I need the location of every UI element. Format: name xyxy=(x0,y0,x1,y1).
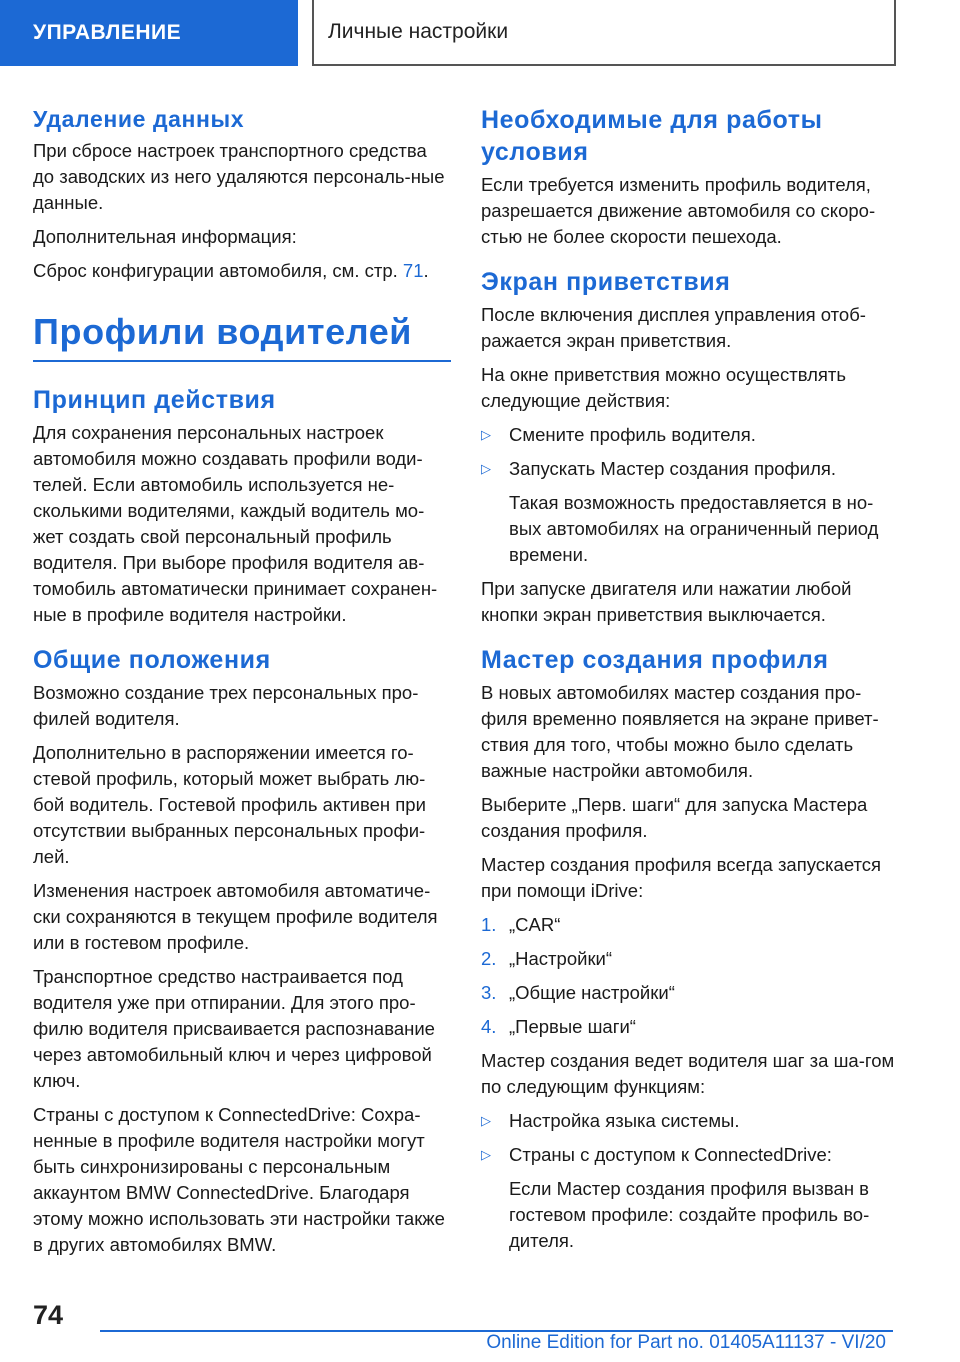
paragraph: На окне приветствия можно осуществлять следующие действия: xyxy=(481,364,847,411)
triangle-bullet-icon: ▷ xyxy=(481,461,491,476)
step-number: 2. xyxy=(481,948,497,969)
chapter-title-driver-profiles: Профили водителей xyxy=(33,310,451,362)
step-item xyxy=(481,1014,899,1040)
step-text: „Первые шаги“ xyxy=(509,1016,636,1037)
step-text: „Настройки“ xyxy=(509,948,613,969)
right-column xyxy=(481,100,899,1262)
section-title-data-deletion: Удаление данных xyxy=(33,106,245,132)
paragraph: Дополнительно в распоряжении имеется го-стевой профиль, который может выбрать лю-бой водитель. Гостевой профиль активен при отсутствии выбранных персональных профи-лей. xyxy=(33,742,426,867)
bullet-text: Страны с доступом к ConnectedDrive: xyxy=(509,1144,832,1165)
triangle-bullet-icon: ▷ xyxy=(481,1147,491,1162)
step-item xyxy=(481,980,899,1006)
bullet-text: Смените профиль водителя. xyxy=(509,424,756,445)
paragraph: При запуске двигателя или нажатии любой кнопки экран приветствия выключается. xyxy=(481,578,852,625)
page-number: 74 xyxy=(33,1300,64,1330)
step-number: 3. xyxy=(481,982,497,1003)
triangle-bullet-icon: ▷ xyxy=(481,1113,491,1128)
paragraph: При сбросе настроек транспортного средства до заводских из него удаляются персональ-ные данные. xyxy=(33,140,445,213)
bullet-item xyxy=(481,1142,899,1168)
triangle-bullet-icon: ▷ xyxy=(481,427,491,442)
step-text: „CAR“ xyxy=(509,914,561,935)
footer-edition: Online Edition for Part no. 01405A11137 - VI/20 xyxy=(486,1332,886,1353)
paragraph: Изменения настроек автомобиля автоматиче-ски сохраняются в текущем профиле водителя или в гостевом профиле. xyxy=(33,880,438,953)
text: . xyxy=(423,260,429,281)
section-header: УПРАВЛЕНИЕ xyxy=(0,0,298,66)
bullet-text: Настройка языка системы. xyxy=(509,1110,740,1131)
paragraph: Дополнительная информация: xyxy=(33,226,297,247)
bullet-item xyxy=(481,1108,899,1134)
step-item xyxy=(481,912,899,938)
bullet-text: Запускать Мастер создания профиля. xyxy=(509,458,837,479)
section-title-welcome-screen: Экран приветствия xyxy=(481,268,731,296)
bullet-note: Если Мастер создания профиля вызван в гостевом профиле: создайте профиль во-дителя. xyxy=(509,1178,870,1251)
section-title-profile-wizard: Мастер создания профиля xyxy=(481,646,829,674)
section-title-general: Общие положения xyxy=(33,646,271,674)
step-number: 1. xyxy=(481,914,497,935)
step-text: „Общие настройки“ xyxy=(509,982,675,1003)
paragraph: Мастер создания профиля всегда запускается при помощи iDrive: xyxy=(481,854,882,901)
chapter-header: Личные настройки xyxy=(312,0,896,66)
bullet-item xyxy=(481,422,899,448)
text: Сброс конфигурации автомобиля, см. стр. xyxy=(33,260,403,281)
left-column xyxy=(33,100,451,1266)
paragraph xyxy=(33,258,451,284)
paragraph: Выберите „Перв. шаги“ для запуска Мастера создания профиля. xyxy=(481,794,868,841)
paragraph: После включения дисплея управления отоб-ражается экран приветствия. xyxy=(481,304,866,351)
section-title-principle: Принцип действия xyxy=(33,386,276,414)
step-number: 4. xyxy=(481,1016,497,1037)
paragraph: Страны с доступом к ConnectedDrive: Сохра-ненные в профиле водителя настройки могут быть синхронизированы с персональным аккаунтом BMW ConnectedDrive. Благодаря этому можно использовать эти настройки также в других автомобилях BMW. xyxy=(33,1104,445,1255)
section-title-requirements: Необходимые для работы условия xyxy=(481,106,823,166)
bullet-note: Такая возможность предоставляется в но-вых автомобилях на ограниченный период времени. xyxy=(509,492,879,565)
paragraph: Для сохранения персональных настроек автомобиля можно создавать профили води-телей. Если автомобиль используется не-сколькими водителями, каждый водитель мо-жет создать свой персональный профиль водителя. При выборе профиля водителя ав-томобиль автоматически принимает сохранен-ные в профиле водителя настройки. xyxy=(33,422,438,625)
paragraph: Если требуется изменить профиль водителя, разрешается движение автомобиля со скоро-стью не более скорости пешехода. xyxy=(481,174,876,247)
paragraph: Транспортное средство настраивается под водителя уже при отпирании. Для этого про-филю водителя присваивается распознавание через автомобильный ключ и через цифровой ключ. xyxy=(33,966,435,1091)
paragraph: В новых автомобилях мастер создания про-филя временно появляется на экране привет-ствия для того, чтобы можно было сделать важные настройки автомобиля. xyxy=(481,682,879,781)
paragraph: Мастер создания ведет водителя шаг за ша-гом по следующим функциям: xyxy=(481,1050,895,1097)
paragraph: Возможно создание трех персональных про-филей водителя. xyxy=(33,682,419,729)
bullet-item xyxy=(481,456,899,482)
step-item xyxy=(481,946,899,972)
page-reference-link[interactable]: 71 xyxy=(402,260,424,281)
